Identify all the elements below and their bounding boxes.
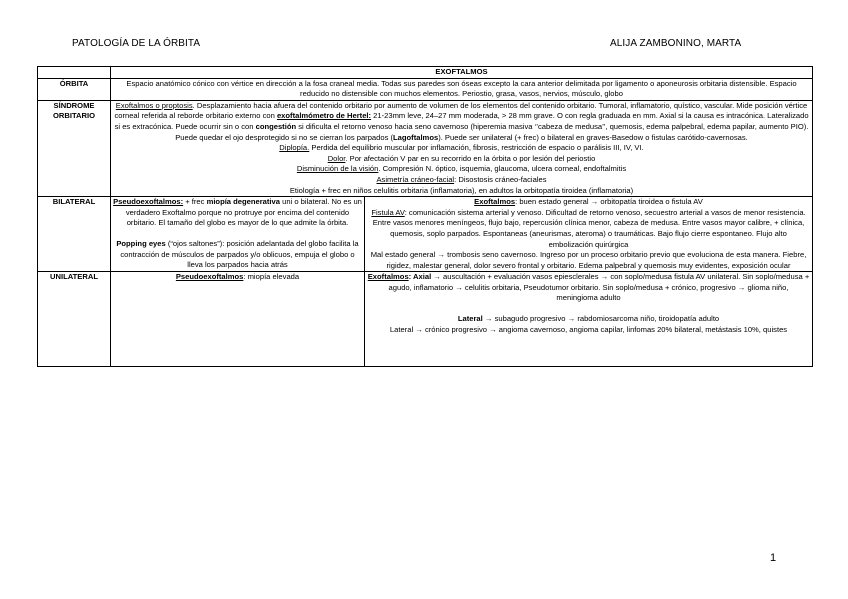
row-unilateral: [38, 272, 813, 367]
sindrome-vision: Disminución de la visión. Compresión N. óptico, isquemia, glaucoma, ulcera corneal, endoftalmitis: [296, 164, 627, 174]
row-orbita: [38, 78, 813, 100]
orbita-text: Espacio anatómico cónico con vértice en dirección a la fosa craneal media. Todas sus paredes son óseas excepto la cara anterior delimitada por ligamento o aponeurosis orbitaria distensible. Espacio reducido no distensible con muchos elementos. Periostio, grasa, vasos, nervios, músculo, globo: [111, 78, 813, 100]
sindrome-paragraph: Exoftalmos o proptosis. Desplazamiento hacia afuera del contenido orbitario por aumento de volumen de los elementos del contenido orbitario. Tumoral, inflamatorio, quístico, vascular. Mide posición vértice corneal referida al reborde orbitario externo con exoftalmómetro de Hertel: 21-23mm leve, 24–27 mm moderada, > 28 mm grave. O con regla graduada en mm. Axial si la causa es intracónica. Lateralizado si es extracónica. Puede ocurrir sin o con congestión si dificulta el retorno venoso hacia seno cavernoso (hiperemia masiva ‘’cabeza de medusa’’, quemosis, edema palpebral, edema papilar, aumento PIO). Puede quedar el ojo desprotegido si no se cierran los parpados (Lagoftalmos). Puede ser unilateral (+ frec) o bilateral en graves-Basedow o fistulas carótido-cavernosas.: [114, 100, 809, 142]
bilateral-left: Pseudoexoftalmos: + frec miopía degenerativa uni o bilateral. No es un verdadero Exoftalmo porque no protruye por encima del contenido orbitario. El tamaño del globo es mayor de lo que admite la órbita. Popping eyes (“ojos saltones”): posición adelantada del globo facilita la contracción de músculos de parpados y/o oblicuos, empuja el globo o lleva los parpados hacia atrás: [111, 197, 365, 272]
label-sindrome: SÍNDROME ORBITARIO: [38, 100, 111, 196]
sindrome-etiologia: Etiología + frec en niños celulitis orbitaria (inflamatoria), en adultos la orbitopatía tiroidea (inflamatoria): [289, 185, 634, 195]
bilateral-right: Exoftalmos: buen estado general → orbitopatía tiroidea o fistula AV Fistula AV: comunicación sistema arterial y venoso. Dificultad de retorno venoso, secuestro arterial a vasos de menor resistencia. Entre vasos menores meníngeos, flujo bajo, repercusión clínica menor, cabeza de medusa. Entre vasos mayor calibre, + clínica, quemosis, soplo parpados. Espontaneas (aneurismas, ateroma) o traumáticas. Bajo flujo cierre espontaneo. Flujo alto embolización quirúrgica Mal estado general → trombosis seno cavernoso. Ingreso por un proceso orbitario previo que evoluciona de esta manera. Fiebre, rigidez, malestar general, dolor severo frontal y orbitario. Edema palpebral y quemosis muy evidentes, exposición ocular: [365, 197, 813, 272]
sindrome-diplopia: Diplopía. Perdida del equilibrio muscular por inflamación, fibrosis, restricción de espacio o parálisis III, IV, VI.: [279, 143, 644, 153]
row-sindrome: [38, 100, 813, 196]
header-left: PATOLOGÍA DE LA ÓRBITA: [72, 38, 201, 49]
table-header-row: [38, 67, 813, 79]
sindrome-dolor: Dolor. Por afectación V par en su recorrido en la órbita o por lesión del periostio: [327, 153, 596, 163]
page-number: 1: [770, 552, 777, 564]
row-bilateral: [38, 197, 813, 272]
table-title: EXOFTALMOS: [111, 67, 813, 79]
sindrome-asimetria: Asimetría cráneo-facial: Disostosis cráneo-faciales: [376, 174, 547, 184]
label-unilateral: UNILATERAL: [38, 272, 111, 367]
label-orbita: ÓRBITA: [38, 78, 111, 100]
unilateral-left: Pseudoexoftalmos: miopía elevada: [111, 272, 365, 367]
header-right: ALIJA ZAMBONINO, MARTA: [610, 38, 742, 49]
label-bilateral: BILATERAL: [38, 197, 111, 272]
sindrome-text: [111, 100, 813, 196]
unilateral-right: Exoftalmos: Axial → auscultación + evaluación vasos epiesclerales → con soplo/medusa fistula AV unilateral. Sin soplo/medusa + agudo, inflamatorio → celulitis orbitaria, Pseudotumor orbitario. Sin soplo/medusa + crónico, progresivo → glioma niño, meningioma adulto Lateral → subagudo progresivo → rabdomiosarcoma niño, tiroidopatía adulto Lateral → crónico progresivo → angioma cavernoso, angioma capilar, linfomas 20% bilateral, metástasis 10%, quistes: [365, 272, 813, 367]
exoftalmos-table: [37, 66, 813, 367]
